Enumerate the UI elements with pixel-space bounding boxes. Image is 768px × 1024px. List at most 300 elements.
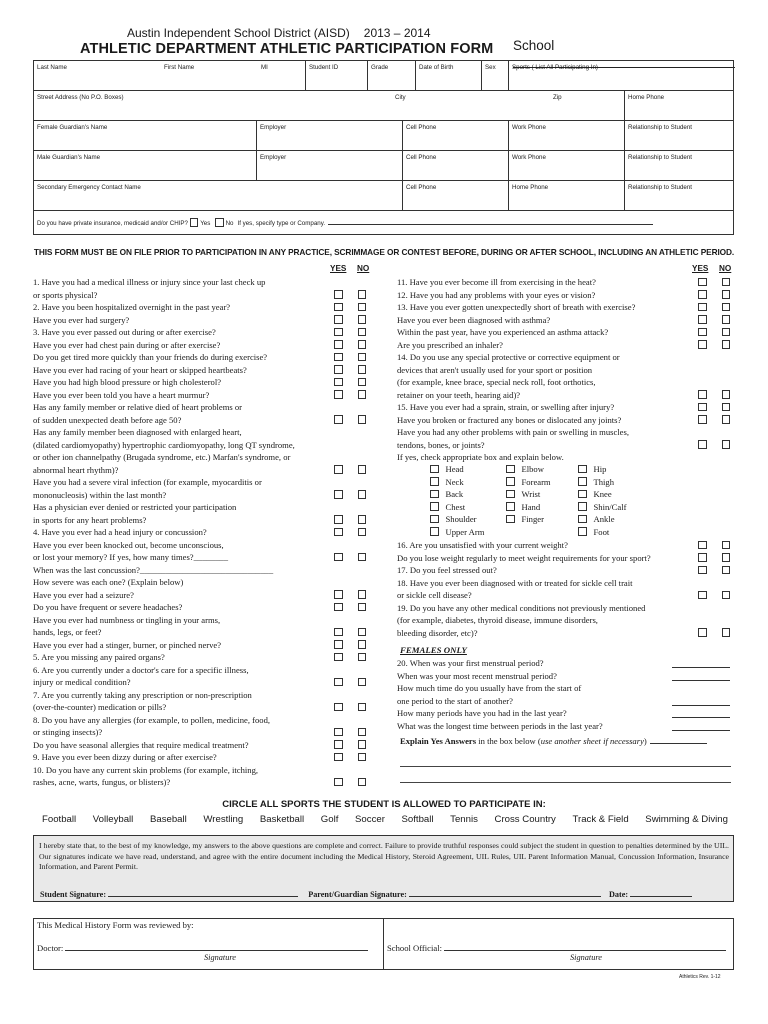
yes-checkbox[interactable] [334,328,343,337]
no-checkbox[interactable] [358,315,367,324]
insurance-question: Do you have private insurance, medicaid and/or CHIP? [37,220,188,227]
question-text: one period to the start of another? [397,695,513,706]
official-signature-caption: Signature [570,953,602,962]
no-checkbox[interactable] [722,303,731,312]
no-checkbox[interactable] [358,728,367,737]
info-field[interactable]: Home Phone [508,181,624,210]
yes-checkbox[interactable] [698,591,707,600]
body-part-label: Neck [445,476,464,487]
info-field[interactable]: First Name [164,64,195,71]
yes-checkbox[interactable] [698,278,707,287]
question-line [397,539,737,552]
question-line [33,589,373,602]
yes-checkbox[interactable] [334,603,343,612]
body-part-option[interactable] [578,501,626,514]
no-checkbox[interactable] [358,528,367,537]
question-text: or other ion channelpathy (Brugada syndrome, etc.) Marfan's syndrome, or [33,452,291,462]
yes-no-boxes [698,564,745,577]
yes-no-boxes [334,526,381,539]
question-line [33,489,373,502]
explain-close: ) [643,736,647,746]
yes-no-boxes [334,489,381,502]
yes-no-boxes [334,751,381,764]
yes-checkbox[interactable] [334,553,343,562]
no-checkbox[interactable] [358,415,367,424]
question-text: What was the longest time between periods in the last year? [397,720,603,731]
answer-line[interactable] [672,722,730,731]
yes-no-boxes [698,439,745,452]
question-line [33,514,373,527]
body-part-option[interactable] [506,501,540,514]
circle-sports-heading: CIRCLE ALL SPORTS THE STUDENT IS ALLOWED TO PARTICIPATE IN: [222,799,546,810]
body-part-checkbox[interactable] [578,490,587,499]
question-text: Do you lose weight regularly to meet weight requirements for your sport? [397,552,651,563]
no-checkbox[interactable] [722,440,731,449]
info-field[interactable]: Cell Phone [402,181,508,210]
yes-no-boxes [334,701,381,714]
question-line [33,714,373,727]
no-checkbox[interactable] [722,541,731,550]
females-only-heading: FEMALES ONLY [400,645,467,655]
no-checkbox[interactable] [358,378,367,387]
body-part-label: Wrist [521,489,541,499]
explain-answer-line[interactable] [400,766,731,767]
no-checkbox[interactable] [722,390,731,399]
no-checkbox[interactable] [358,290,367,299]
sport-option[interactable]: Volleyball [92,814,134,825]
body-part-label: Knee [593,489,612,499]
question-text: of sudden unexpected death before age 50? [33,414,182,425]
yes-checkbox[interactable] [698,541,707,550]
yes-checkbox[interactable] [698,340,707,349]
body-part-checkbox[interactable] [506,515,515,524]
question-text: Have you had high blood pressure or high cholesterol? [33,377,222,387]
info-field[interactable]: Cell Phone [402,121,508,150]
body-part-option[interactable] [506,476,551,489]
question-text: injury or medical condition? [33,677,131,687]
yes-no-boxes [698,301,745,314]
question-text: 11. Have you ever become ill from exercising in the heat? [397,277,596,287]
question-line [33,614,373,627]
question-line [33,701,373,714]
yes-checkbox[interactable] [698,566,707,575]
yes-checkbox[interactable] [334,290,343,299]
body-part-row [430,526,680,539]
question-text: hands, legs, or feet? [33,627,102,637]
question-line [33,439,373,452]
body-part-checkbox[interactable] [430,515,439,524]
body-part-checkbox[interactable] [578,527,587,536]
no-checkbox[interactable] [358,640,367,649]
no-checkbox[interactable] [722,340,731,349]
question-text: 2. Have you been hospitalized overnight in the past year? [33,302,231,312]
info-field[interactable]: Relationship to Student [624,151,735,180]
question-line [33,776,373,789]
body-part-option[interactable] [506,513,544,526]
sport-option[interactable]: Soccer [355,814,385,825]
right-yes-header: YES [692,264,709,273]
question-text: 17. Do you feel stressed out? [397,565,497,575]
sport-option[interactable]: Track & Field [572,814,629,825]
body-part-checkbox[interactable] [578,502,587,511]
question-text: Have you ever had a stinger, burner, or pinched nerve? [33,639,222,650]
no-checkbox[interactable] [358,653,367,662]
yes-no-boxes [334,364,381,377]
question-line [397,426,737,439]
yes-checkbox[interactable] [334,640,343,649]
declaration-box [33,835,734,902]
info-field[interactable]: Secondary Emergency Contact Name [37,184,141,191]
no-checkbox[interactable] [358,553,367,562]
no-checkbox[interactable] [722,278,731,287]
yes-checkbox[interactable] [698,328,707,337]
info-field[interactable]: MI [261,64,268,71]
yes-checkbox[interactable] [334,740,343,749]
explain-answer-line[interactable] [400,782,731,783]
info-field[interactable]: Female Guardian's Name [37,124,108,131]
yes-no-boxes [334,389,381,402]
yes-no-boxes [698,326,745,339]
sport-option[interactable]: Basketball [259,814,305,825]
question-line [33,464,373,477]
yes-checkbox[interactable] [334,753,343,762]
no-checkbox[interactable] [358,353,367,362]
question-text: (dilated cardiomyopathy) hypertrophic cardiomyopathy, long QT syndrome, [33,439,295,450]
question-line [397,326,737,339]
info-field[interactable]: Work Phone [508,151,624,180]
question-text: How severe was each one? (Explain below) [33,577,184,587]
info-field[interactable]: Sports ( List All Participating In) [508,61,735,90]
question-text: bleeding disorder, etc)? [397,627,478,638]
sport-option[interactable]: Baseball [149,814,187,825]
question-line [33,526,373,539]
insurance-yes-label: Yes [200,220,211,227]
question-line [397,314,737,327]
yes-checkbox[interactable] [698,390,707,399]
question-line [33,426,373,439]
question-text: When was your most recent menstrual period? [397,670,557,681]
body-part-label: Finger [521,514,544,524]
yes-checkbox[interactable] [334,678,343,687]
body-part-row [430,501,680,514]
info-field[interactable]: Relationship to Student [624,181,735,210]
question-line [33,476,373,489]
question-line [397,627,737,640]
yes-checkbox[interactable] [698,303,707,312]
body-part-option[interactable] [578,488,612,501]
body-part-checkbox[interactable] [430,477,439,486]
info-field[interactable]: Zip [553,94,562,101]
sport-option[interactable]: Golf [320,814,339,825]
no-checkbox[interactable] [722,591,731,600]
yes-checkbox[interactable] [334,590,343,599]
body-part-checkbox[interactable] [578,477,587,486]
body-part-label: Foot [593,526,610,537]
info-field[interactable]: City [395,94,406,101]
question-text: Do you have frequent or severe headaches? [33,602,183,612]
yes-no-boxes [334,351,381,364]
no-checkbox[interactable] [358,590,367,599]
question-text: or stinging insects)? [33,727,103,737]
yes-no-boxes [698,289,745,302]
no-checkbox[interactable] [358,778,367,787]
no-checkbox[interactable] [722,403,731,412]
yes-checkbox[interactable] [334,628,343,637]
info-field[interactable]: Cell Phone [402,151,508,180]
body-part-option[interactable] [506,488,540,501]
yes-checkbox[interactable] [334,653,343,662]
no-checkbox[interactable] [722,328,731,337]
yes-no-boxes [698,539,745,552]
date-label: Date: [608,890,629,899]
sport-option[interactable]: Football [42,814,77,825]
question-text: or sports physical? [33,289,98,300]
female-question-line [397,707,737,720]
female-question-line [397,695,737,708]
question-line [33,401,373,414]
info-row [34,151,733,181]
body-part-option[interactable] [430,488,463,501]
question-line [33,539,373,552]
sport-option[interactable]: Tennis [450,814,478,825]
body-part-option[interactable] [578,513,615,526]
no-checkbox[interactable] [358,490,367,499]
sport-option[interactable]: Softball [401,814,434,825]
yes-checkbox[interactable] [698,315,707,324]
info-field[interactable]: Date of Birth [415,61,481,90]
official-field [387,942,726,953]
yes-checkbox[interactable] [334,703,343,712]
body-part-checkbox[interactable] [578,465,587,474]
yes-checkbox[interactable] [334,515,343,524]
answer-line[interactable] [672,709,730,718]
body-part-label: Hand [521,501,541,512]
sport-option[interactable]: Swimming & Diving [645,814,728,825]
insurance-no-checkbox[interactable] [215,218,224,227]
sport-option[interactable]: Cross Country [494,814,556,825]
question-line [33,739,373,752]
question-line [397,577,737,590]
yes-checkbox[interactable] [334,378,343,387]
yes-checkbox[interactable] [698,403,707,412]
yes-checkbox[interactable] [334,365,343,374]
no-checkbox[interactable] [358,753,367,762]
info-field[interactable]: Home Phone [624,91,735,120]
yes-checkbox[interactable] [334,778,343,787]
no-checkbox[interactable] [358,740,367,749]
question-line [397,602,737,615]
no-checkbox[interactable] [722,290,731,299]
info-field[interactable]: Last Name [37,64,67,71]
no-checkbox[interactable] [358,515,367,524]
no-checkbox[interactable] [358,365,367,374]
yes-no-boxes [334,514,381,527]
body-part-option[interactable] [430,526,484,539]
question-line [397,589,737,602]
info-field[interactable]: Employer [256,121,402,150]
info-field[interactable]: Street Address (No P.O. Boxes) [37,94,124,101]
yes-checkbox[interactable] [334,315,343,324]
body-part-option[interactable] [578,526,609,539]
info-field[interactable]: Work Phone [508,121,624,150]
question-line [397,414,737,427]
question-line [33,639,373,652]
body-part-checkbox[interactable] [578,515,587,524]
question-text: 7. Are you currently taking any prescription or non-prescription [33,689,252,700]
no-checkbox[interactable] [358,340,367,349]
yes-no-boxes [334,776,381,789]
info-field[interactable]: Male Guardian's Name [37,154,101,161]
yes-checkbox[interactable] [334,390,343,399]
body-part-checkbox[interactable] [430,527,439,536]
body-part-checkbox[interactable] [506,490,515,499]
question-line [397,339,737,352]
body-part-checkbox[interactable] [506,465,515,474]
no-checkbox[interactable] [722,415,731,424]
question-line [33,564,373,577]
body-part-checkbox[interactable] [506,477,515,486]
question-text: retainer on your teeth, hearing aid)? [397,389,521,400]
body-part-checkbox[interactable] [430,490,439,499]
explain-line[interactable] [650,735,707,744]
body-part-option[interactable] [430,501,465,514]
yes-checkbox[interactable] [698,290,707,299]
info-field[interactable]: Student ID [305,61,367,90]
question-text: Have you had any other problems with pain or swelling in muscles, [397,427,629,437]
answer-line[interactable] [672,659,730,668]
review-box [33,918,734,970]
doctor-label: Doctor: [37,943,64,953]
question-line [33,364,373,377]
parent-signature-label: Parent/Guardian Signature: [308,890,407,899]
yes-checkbox[interactable] [334,490,343,499]
parent-signature-line[interactable] [409,888,601,897]
yes-checkbox[interactable] [334,528,343,537]
body-part-label: Hip [593,464,607,474]
info-row [34,61,733,91]
yes-no-boxes [334,726,381,739]
body-part-option[interactable] [430,476,464,489]
signature-row [40,888,692,899]
question-text: Do you have seasonal allergies that require medical treatment? [33,739,249,750]
answer-line[interactable] [672,697,730,706]
body-part-label: Forearm [521,476,551,487]
yes-checkbox[interactable] [698,415,707,424]
question-text: When was the last concussion?_______________________________ [33,564,274,575]
question-text: 20. When was your first menstrual period? [397,658,544,668]
question-line [397,376,737,389]
body-part-label: Shin/Calf [593,501,627,512]
no-checkbox[interactable] [358,390,367,399]
yes-checkbox[interactable] [334,728,343,737]
doctor-signature-line[interactable] [65,942,368,951]
no-checkbox[interactable] [358,628,367,637]
official-label: School Official: [387,943,442,953]
body-part-option[interactable] [578,463,606,476]
answer-line[interactable] [672,672,730,681]
no-checkbox[interactable] [358,603,367,612]
question-text: Within the past year, have you experienced an asthma attack? [397,327,609,337]
question-text: Have you ever had numbness or tingling in your arms, [33,614,221,625]
yes-checkbox[interactable] [698,553,707,562]
no-checkbox[interactable] [722,628,731,637]
body-part-label: Ankle [593,514,615,524]
info-field[interactable]: Employer [256,151,402,180]
sport-option[interactable]: Wrestling [203,814,244,825]
no-checkbox[interactable] [722,553,731,562]
yes-no-boxes [334,551,381,564]
yes-checkbox[interactable] [334,415,343,424]
question-text: 3. Have you ever passed out during or after exercise? [33,327,216,337]
right-question-column-b [397,539,737,639]
no-checkbox[interactable] [358,328,367,337]
body-part-option[interactable] [430,513,477,526]
info-field[interactable]: Sex [481,61,508,90]
question-text: Has any family member or relative died of heart problems or [33,402,243,412]
question-line [33,376,373,389]
insurance-yes-checkbox[interactable] [190,218,199,227]
no-checkbox[interactable] [358,303,367,312]
yes-checkbox[interactable] [698,628,707,637]
no-checkbox[interactable] [358,465,367,474]
yes-no-boxes [698,552,745,565]
body-part-label: Head [445,464,464,474]
body-part-checkbox[interactable] [430,465,439,474]
yes-no-boxes [334,626,381,639]
yes-checkbox[interactable] [698,440,707,449]
body-part-option[interactable] [578,476,614,489]
no-checkbox[interactable] [722,566,731,575]
question-line [33,601,373,614]
female-question-line [397,670,737,683]
date-line[interactable] [630,888,692,897]
question-line [397,276,737,289]
no-checkbox[interactable] [358,703,367,712]
doctor-signature-caption: Signature [204,953,236,962]
question-text: Has a physician ever denied or restricted your participation [33,502,237,512]
info-field[interactable]: Relationship to Student [624,121,735,150]
yes-no-boxes [698,389,745,402]
yes-checkbox[interactable] [334,340,343,349]
explain-italic: use another sheet if necessary [540,736,644,746]
yes-checkbox[interactable] [334,353,343,362]
question-text: Has any family member been diagnosed with enlarged heart, [33,427,242,437]
body-part-label: Thigh [593,476,615,487]
body-part-row [430,513,680,526]
no-checkbox[interactable] [722,315,731,324]
body-part-checkbox[interactable] [506,502,515,511]
question-text: Have you ever been knocked out, become unconscious, [33,539,224,550]
yes-checkbox[interactable] [334,465,343,474]
question-text: How much time do you usually have from the start of [397,683,582,693]
info-field[interactable]: Grade [367,61,415,90]
body-part-option[interactable] [506,463,544,476]
question-line [397,351,737,364]
insurance-specify-line[interactable] [328,219,653,225]
question-text: 18. Have you ever been diagnosed with or treated for sickle cell trait [397,577,633,588]
yes-no-boxes [698,401,745,414]
body-part-checkbox[interactable] [430,502,439,511]
question-text: 14. Do you use any special protective or corrective equipment or [397,352,620,362]
body-part-option[interactable] [430,463,464,476]
question-text: Have you broken or fractured any bones or dislocated any joints? [397,414,622,425]
official-signature-line[interactable] [444,942,726,951]
yes-no-boxes [334,289,381,302]
student-signature-line[interactable] [108,888,298,897]
yes-checkbox[interactable] [334,303,343,312]
no-checkbox[interactable] [358,678,367,687]
female-question-line [397,720,737,733]
